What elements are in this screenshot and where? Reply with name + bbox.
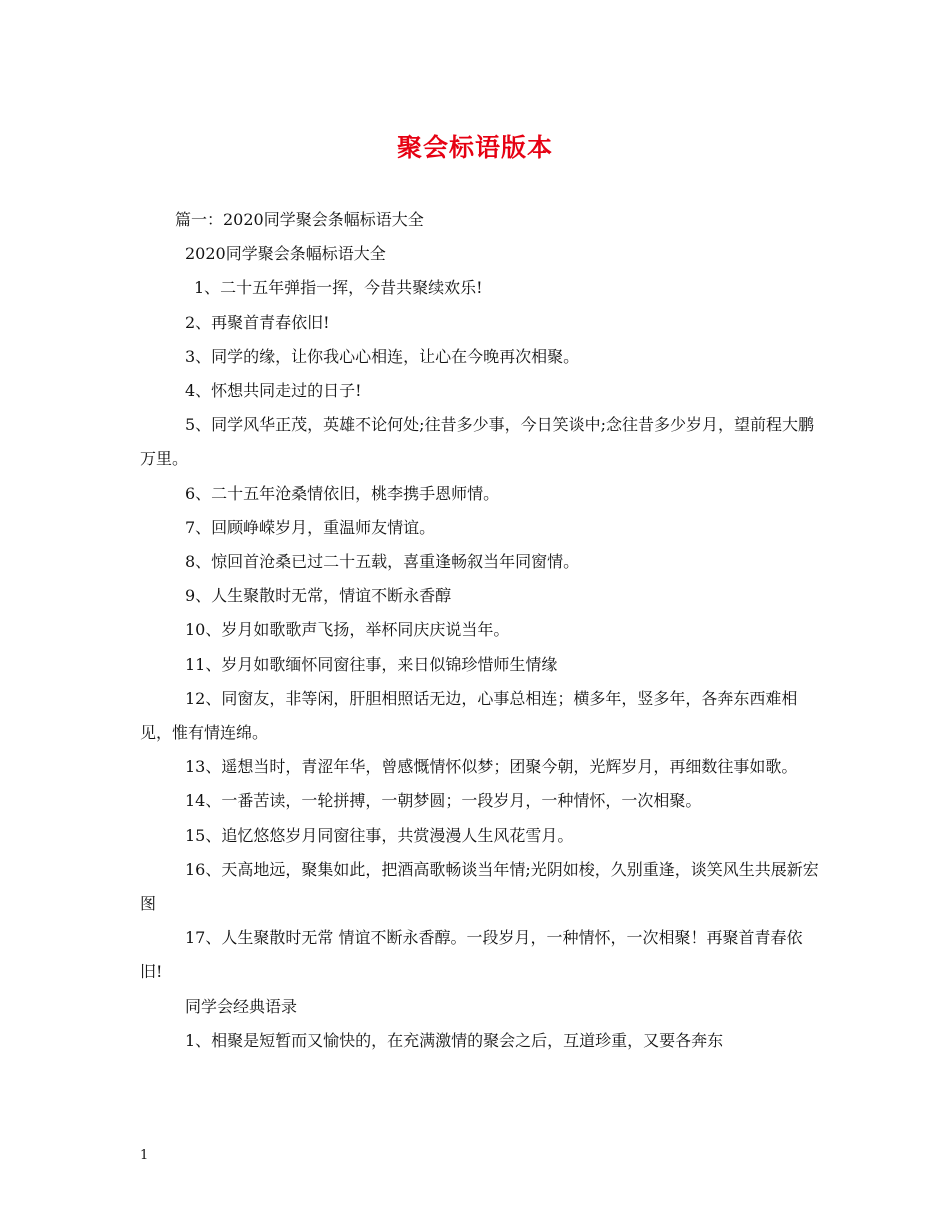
- paragraph: 2020同学聚会条幅标语大全: [185, 244, 386, 264]
- paragraph: 12、同窗友，非等闲，肝胆相照话无边，心事总相连；横多年，竖多年，各奔东西难相见，惟有情连绵。: [140, 688, 798, 743]
- page-number: 1: [140, 1148, 149, 1163]
- paragraph: 9、人生聚散时无常，情谊不断永香醇: [185, 586, 452, 606]
- paragraph: 1、二十五年弹指一挥，今昔共聚续欢乐!: [194, 278, 483, 298]
- paragraph: 4、怀想共同走过的日子!: [185, 381, 362, 401]
- paragraph: 11、岁月如歌缅怀同窗往事，来日似锦珍惜师生情缘: [185, 654, 558, 674]
- paragraph: 6、二十五年沧桑情依旧，桃李携手恩师情。: [185, 483, 500, 503]
- document-body: [140, 203, 820, 1058]
- paragraph: 17、人生聚散时无常 情谊不断永香醇。一段岁月，一种情怀，一次相聚！再聚首青春依旧!: [140, 928, 803, 982]
- document-title: 聚会标语版本: [396, 133, 553, 162]
- paragraph: 5、同学风华正茂，英雄不论何处;往昔多少事，今日笑谈中;念往昔多少岁月，望前程大鹏万里。: [140, 415, 814, 469]
- paragraph: 15、追忆悠悠岁月同窗往事，共赏漫漫人生风花雪月。: [185, 825, 574, 845]
- paragraph: 篇一：2020同学聚会条幅标语大全: [175, 210, 424, 229]
- paragraph: 2、再聚首青春依旧!: [185, 312, 330, 332]
- paragraph: 14、一番苦读，一轮拼搏，一朝梦圆；一段岁月，一种情怀，一次相聚。: [185, 791, 702, 811]
- paragraph: 3、同学的缘，让你我心心相连，让心在今晚再次相聚。: [185, 346, 580, 366]
- paragraph: 13、遥想当时，青涩年华，曾感慨情怀似梦；团聚今朝，光辉岁月，再细数往事如歌。: [185, 757, 798, 777]
- paragraph: 10、岁月如歌歌声飞扬，举杯同庆庆说当年。: [185, 620, 510, 640]
- paragraph: 7、回顾峥嵘岁月，重温师友情谊。: [185, 517, 436, 537]
- paragraph: 16、天高地远，聚集如此，把酒高歌畅谈当年情;光阴如梭，久别重逢，谈笑风生共展新宏图: [140, 859, 819, 914]
- paragraph: 1、相聚是短暂而又愉快的，在充满激情的聚会之后，互道珍重，又要各奔东: [185, 1030, 724, 1050]
- paragraph: 8、惊回首沧桑已过二十五载，喜重逢畅叙当年同窗情。: [185, 552, 580, 572]
- paragraph: 同学会经典语录: [185, 996, 298, 1016]
